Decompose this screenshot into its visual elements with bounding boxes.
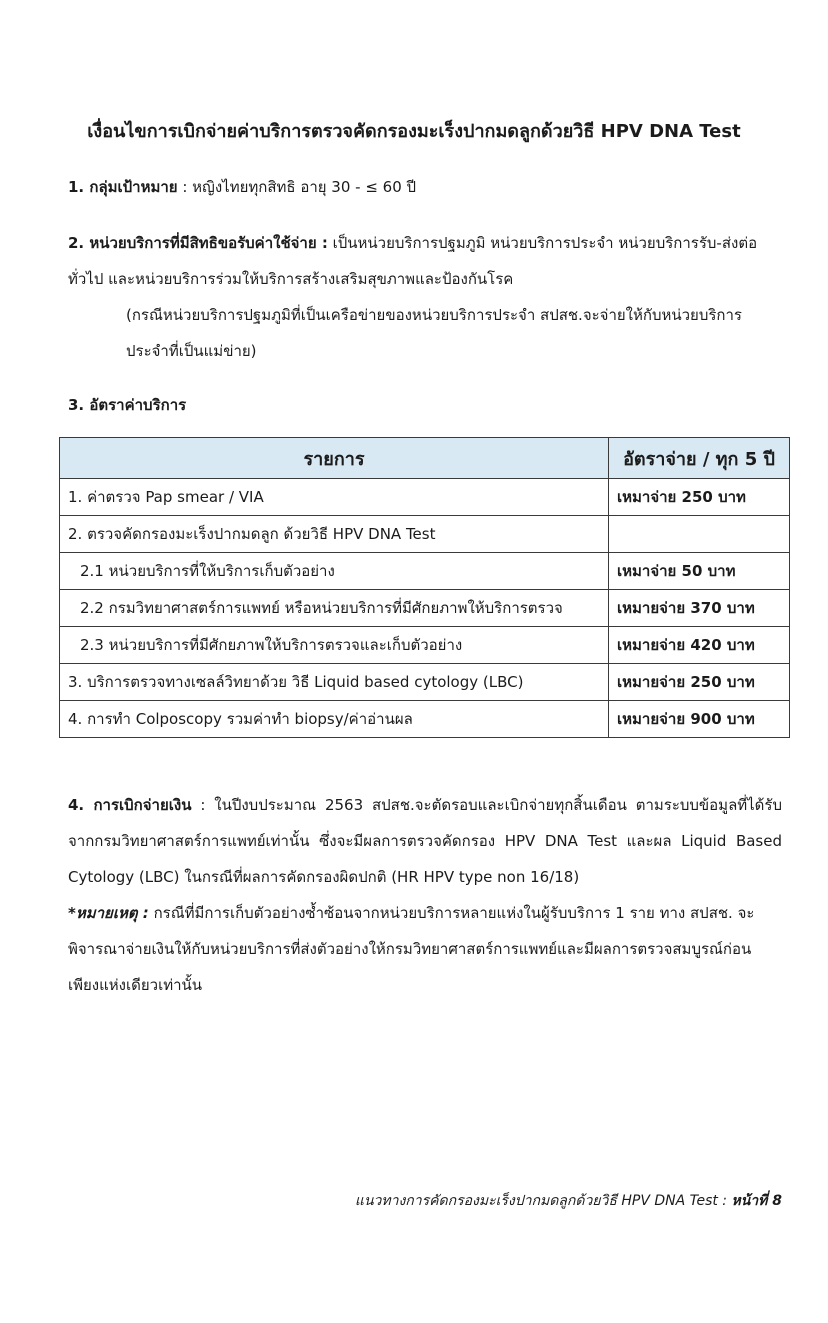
row-item: 2. ตรวจคัดกรองมะเร็งปากมดลูก ด้วยวิธี HPV DNA Test bbox=[60, 516, 609, 553]
section-eligible-units bbox=[68, 225, 782, 297]
document-title: เงื่อนไขการเบิกจ่ายค่าบริการตรวจคัดกรองมะเร็งปากมดลูกด้วยวิธี HPV DNA Test bbox=[87, 121, 741, 142]
table-row bbox=[60, 664, 790, 701]
row-rate bbox=[609, 516, 790, 553]
section-disbursement bbox=[68, 787, 782, 895]
row-item: 2.1 หน่วยบริการที่ให้บริการเก็บตัวอย่าง bbox=[60, 553, 609, 590]
rates-table bbox=[59, 437, 790, 738]
section-disbursement-label: 4. การเบิกจ่ายเงิน bbox=[68, 796, 192, 814]
row-rate: เหมายจ่าย 250 บาท bbox=[609, 664, 790, 701]
table-row bbox=[60, 553, 790, 590]
page-footer bbox=[200, 1190, 782, 1212]
row-item: 3. บริการตรวจทางเซลล์วิทยาด้วย วิธี Liquid based cytology (LBC) bbox=[60, 664, 609, 701]
eligible-units-note-text: (กรณีหน่วยบริการปฐมภูมิที่เป็นเครือข่ายของหน่วยบริการประจำ สปสช.จะจ่ายให้กับหน่วยบริการประจำที่เป็นแม่ข่าย) bbox=[126, 306, 742, 360]
row-item: 4. การทำ Colposcopy รวมค่าทำ biopsy/ค่าอ่านผล bbox=[60, 701, 609, 738]
table-row bbox=[60, 590, 790, 627]
remark-text: กรณีที่มีการเก็บตัวอย่างซ้ำซ้อนจากหน่วยบริการหลายแห่งในผู้รับบริการ 1 ราย ทาง สปสช. จะพิจารณาจ่ายเงินให้กับหน่วยบริการที่ส่งตัวอย่างให้กรมวิทยาศาสตร์การแพทย์และมีผลการตรวจสมบูรณ์ก่อนเพียงแห่งเดียวเท่านั้น bbox=[68, 904, 755, 994]
table-row bbox=[60, 479, 790, 516]
section-rates-label: 3. อัตราค่าบริการ bbox=[68, 396, 187, 414]
table-row bbox=[60, 516, 790, 553]
remark bbox=[68, 895, 782, 1003]
row-item: 1. ค่าตรวจ Pap smear / VIA bbox=[60, 479, 609, 516]
row-rate: เหมายจ่าย 900 บาท bbox=[609, 701, 790, 738]
section-target-group-text: : หญิงไทยทุกสิทธิ อายุ 30 - ≤ 60 ปี bbox=[177, 178, 417, 196]
row-rate: เหมายจ่าย 370 บาท bbox=[609, 590, 790, 627]
section-eligible-units-text: เป็นหน่วยบริการปฐมภูมิ หน่วยบริการประจำ หน่วยบริการรับ-ส่งต่อทั่วไป และหน่วยบริการร่วมให้บริการสร้างเสริมสุขภาพและป้องกันโรค bbox=[68, 234, 758, 288]
section-eligible-units-label: 2. หน่วยบริการที่มีสิทธิขอรับค่าใช้จ่าย : bbox=[68, 234, 328, 252]
header-item: รายการ bbox=[60, 438, 609, 479]
section-target-group bbox=[68, 169, 782, 205]
table-row bbox=[60, 627, 790, 664]
rates-table-header bbox=[60, 438, 790, 479]
row-item: 2.2 กรมวิทยาศาสตร์การแพทย์ หรือหน่วยบริการที่มีศักยภาพให้บริการตรวจ bbox=[60, 590, 609, 627]
footer-page-number: หน้าที่ 8 bbox=[731, 1193, 782, 1209]
table-row bbox=[60, 701, 790, 738]
section-disbursement-text: : ในปีงบประมาณ 2563 สปสช.จะตัดรอบและเบิกจ่ายทุกสิ้นเดือน ตามระบบข้อมูลที่ได้รับจากกรมวิทยาศาสตร์การแพทย์เท่านั้น ซึ่งจะมีผลการตรวจคัดกรอง HPV DNA Test และผล Liquid Based Cytology (LBC) ในกรณีที่ผลการคัดกรองผิดปกติ (HR HPV type non 16/18) bbox=[68, 796, 783, 886]
section-target-group-label: 1. กลุ่มเป้าหมาย bbox=[68, 178, 178, 196]
header-rate: อัตราจ่าย / ทุก 5 ปี bbox=[609, 438, 790, 479]
row-rate: เหมาจ่าย 50 บาท bbox=[609, 553, 790, 590]
remark-label: *หมายเหตุ : bbox=[68, 904, 149, 922]
footer-text: แนวทางการคัดกรองมะเร็งปากมดลูกด้วยวิธี HPV DNA Test : bbox=[354, 1193, 732, 1209]
row-rate: เหมาจ่าย 250 บาท bbox=[609, 479, 790, 516]
section-eligible-units-note bbox=[68, 297, 782, 369]
row-item: 2.3 หน่วยบริการที่มีศักยภาพให้บริการตรวจและเก็บตัวอย่าง bbox=[60, 627, 609, 664]
row-rate: เหมายจ่าย 420 บาท bbox=[609, 627, 790, 664]
